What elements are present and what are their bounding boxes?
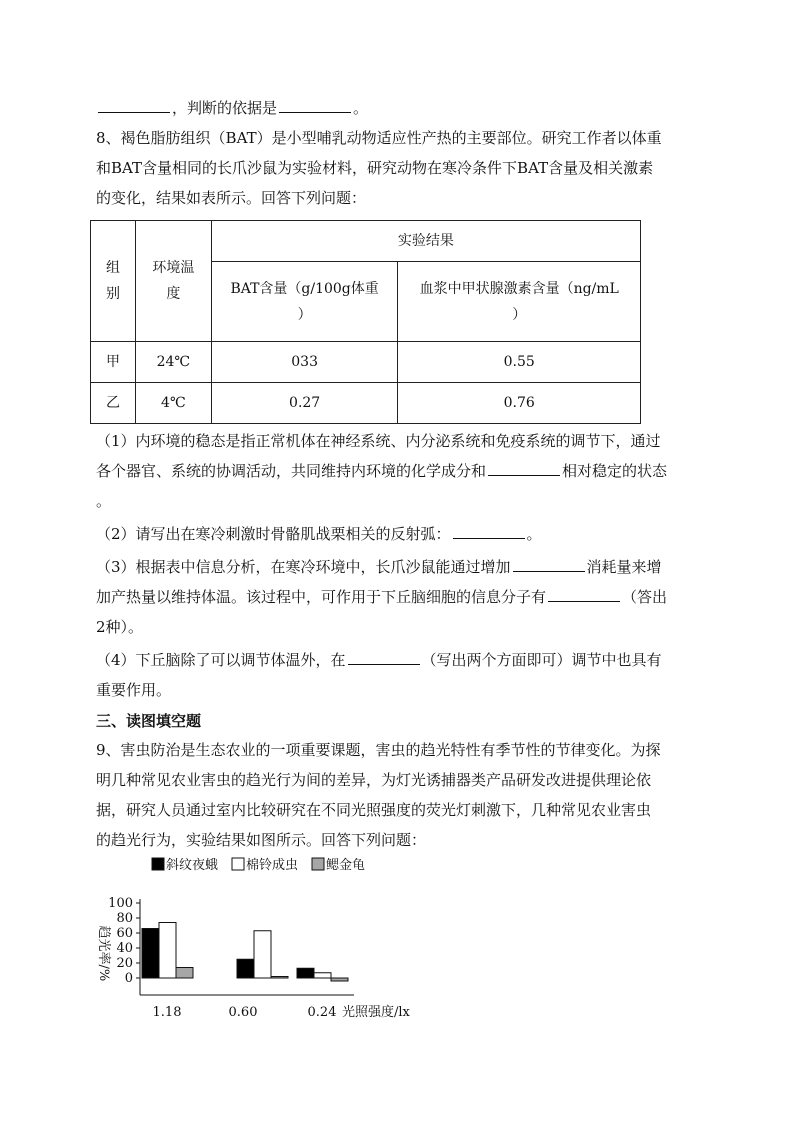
cell-hormone: 0.55	[398, 342, 641, 383]
legend-swatch	[312, 858, 324, 870]
question-8-line-3: 的变化，结果如表所示。回答下列问题：	[96, 189, 367, 207]
cell-hormone: 0.76	[398, 383, 641, 424]
header-group: 组 别	[91, 221, 136, 342]
bar-1-2	[237, 959, 254, 978]
phototaxis-bar-chart	[92, 852, 452, 1032]
y-tick-label: 100	[108, 896, 133, 911]
y-tick-label: 20	[116, 956, 133, 971]
section-heading: 三、读图填空题	[96, 712, 202, 730]
cell-bat: 0.27	[211, 383, 398, 424]
x-axis-label: 光照强度/lx	[342, 1005, 410, 1020]
bar-3-2	[271, 977, 288, 979]
sub-question-4-line-1: （4）下丘脑除了可以调节体温外，在 （写出两个方面即可）调节中也具有	[96, 651, 662, 669]
legend-label: 鳃金龟	[326, 858, 366, 873]
table-row	[91, 383, 641, 424]
header-results: 实验结果	[211, 221, 640, 262]
sub-question-1-line-2: 各个器官、系统的协调活动，共同维持内环境的化学成分和 相对稳定的状态	[96, 462, 668, 480]
sub-question-3-line-1: （3）根据表中信息分析，在寒冷环境中，长爪沙鼠能通过增加 消耗量来增	[96, 558, 662, 576]
bar-1-1	[142, 929, 159, 979]
x-tick-label: 1.18	[152, 1005, 182, 1020]
answer-blank[interactable]	[348, 650, 420, 665]
header-bat-content: BAT含量（g/100g体重 ）	[211, 262, 398, 342]
cell-temperature: 24℃	[135, 342, 211, 383]
cell-group: 乙	[91, 383, 136, 424]
x-tick-label: 0.60	[228, 1005, 258, 1020]
bar-2-3	[314, 973, 331, 978]
question-9-line-2: 明几种常见农业害虫的趋光行为间的差异，为灯光诱捕器类产品研发改进提供理论依	[96, 771, 652, 789]
y-tick-label: 40	[116, 941, 133, 956]
question-9-line-4: 的趋光行为，实验结果如图所示。回答下列问题：	[96, 831, 427, 849]
question-9-line-1: 9、害虫防治是生态农业的一项重要课题，害虫的趋光特性有季节性的节律变化。为探	[96, 741, 661, 759]
bar-3-3	[331, 978, 348, 981]
x-tick-label: 0.24	[307, 1005, 337, 1020]
cell-bat: 033	[211, 342, 398, 383]
answer-blank[interactable]	[548, 587, 620, 602]
question-9-line-3: 据，研究人员通过室内比较研究在不同光照强度的荧光灯刺激下，几种常见农业害虫	[96, 801, 652, 819]
answer-blank[interactable]	[488, 461, 560, 476]
sub-question-2: （2）请写出在寒冷刺激时骨骼肌战栗相关的反射弧： 。	[96, 525, 542, 543]
question-8-line-2: 和BAT含量相同的长爪沙鼠为实验材料，研究动物在寒冷条件下BAT含量及相关激素	[96, 159, 654, 177]
header-temperature: 环境温 度	[135, 221, 211, 342]
answer-blank[interactable]	[513, 557, 585, 572]
y-axis-label: 趋光率/%	[96, 925, 111, 982]
question-8-line-1: 8、褐色脂肪组织（BAT）是小型哺乳动物适应性产热的主要部位。研究工作者以体重	[96, 129, 662, 147]
text-line-blank-answer: ，判断的依据是 。	[96, 98, 368, 118]
bar-2-1	[159, 923, 176, 979]
bar-1-3	[297, 968, 314, 978]
answer-blank[interactable]	[453, 524, 525, 539]
cell-temperature: 4℃	[135, 383, 211, 424]
sub-question-1-line-1: （1）内环境的稳态是指正常机体在神经系统、内分泌系统和免疫系统的调节下，通过	[96, 432, 661, 450]
sub-question-4-line-2: 重要作用。	[96, 681, 172, 699]
table-row	[91, 342, 641, 383]
y-tick-label: 60	[116, 926, 133, 941]
y-tick-label: 0	[124, 971, 133, 986]
bar-2-2	[254, 931, 271, 978]
sub-question-3-line-3: 2种）。	[96, 618, 144, 636]
answer-blank[interactable]	[98, 98, 170, 113]
experiment-table	[90, 220, 641, 424]
legend-swatch	[232, 858, 244, 870]
legend-label: 斜纹夜蛾	[166, 858, 219, 873]
sub-question-1-line-3: 。	[96, 492, 112, 510]
legend-label: 棉铃成虫	[246, 858, 299, 873]
bar-3-1	[176, 968, 193, 979]
sub-question-3-line-2: 加产热量以维持体温。该过程中，可作用于下丘脑细胞的信息分子有 （答出	[96, 588, 668, 606]
header-thyroid-hormone: 血浆中甲状腺激素含量（ng/mL ）	[398, 262, 641, 342]
y-tick-label: 80	[116, 911, 133, 926]
answer-blank[interactable]	[279, 98, 351, 113]
legend-swatch	[152, 858, 164, 870]
cell-group: 甲	[91, 342, 136, 383]
